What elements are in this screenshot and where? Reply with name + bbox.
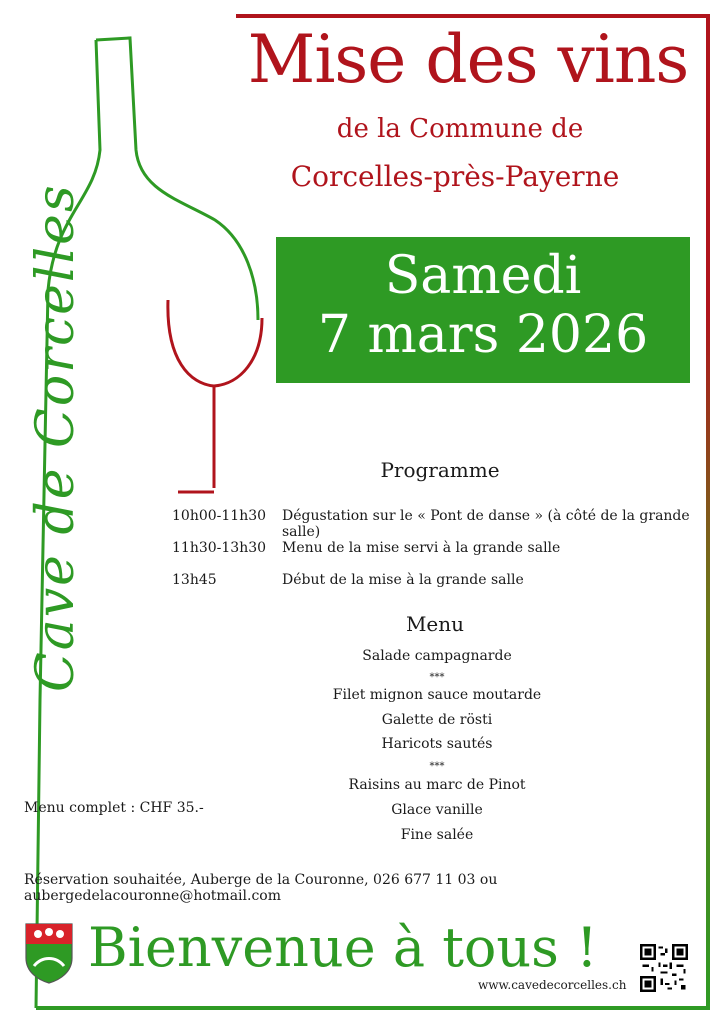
programme-title: Programme: [380, 458, 500, 482]
qr-code-icon: [640, 944, 688, 992]
menu-item: Glace vanille: [391, 802, 483, 818]
commune-crest-icon: [24, 922, 74, 984]
reservation-info: Réservation souhaitée, Auberge de la Couronne, 026 677 11 03 ou aubergedelacouronne@hotmail.com: [24, 872, 498, 904]
menu-item: Raisins au marc de Pinot: [348, 777, 526, 793]
website-link[interactable]: www.cavedecorcelles.ch: [478, 978, 627, 992]
date-full: 7 mars 2026: [317, 305, 649, 365]
menu-item: Haricots sautés: [381, 736, 493, 752]
menu-item: Galette de rösti: [381, 712, 493, 728]
subtitle-line1: de la Commune de: [336, 114, 584, 144]
menu-price: Menu complet : CHF 35.-: [24, 800, 204, 816]
programme-desc: Dégustation sur le « Pont de danse » (à côté de la grande salle): [282, 508, 690, 540]
programme-time: 11h30-13h30: [172, 540, 267, 556]
menu-item: Filet mignon sauce moutarde: [332, 687, 542, 703]
programme-time: 13h45: [172, 572, 217, 588]
programme-desc: Menu de la mise servi à la grande salle: [282, 540, 561, 556]
vertical-brand-text: Cave de Corcelles: [26, 183, 86, 692]
menu-item: Fine salée: [400, 827, 474, 843]
menu-separator: ***: [429, 672, 445, 683]
subtitle-line2: Corcelles-près-Payerne: [290, 160, 620, 193]
page-title: Mise des vins: [247, 21, 689, 98]
programme-time: 10h00-11h30: [172, 508, 267, 524]
date-day: Samedi: [384, 246, 582, 306]
welcome-message: Bienvenue à tous !: [88, 916, 598, 979]
menu-separator: ***: [429, 761, 445, 772]
menu-item: Salade campagnarde: [362, 648, 512, 664]
menu-title: Menu: [405, 612, 465, 636]
programme-desc: Début de la mise à la grande salle: [282, 572, 524, 588]
